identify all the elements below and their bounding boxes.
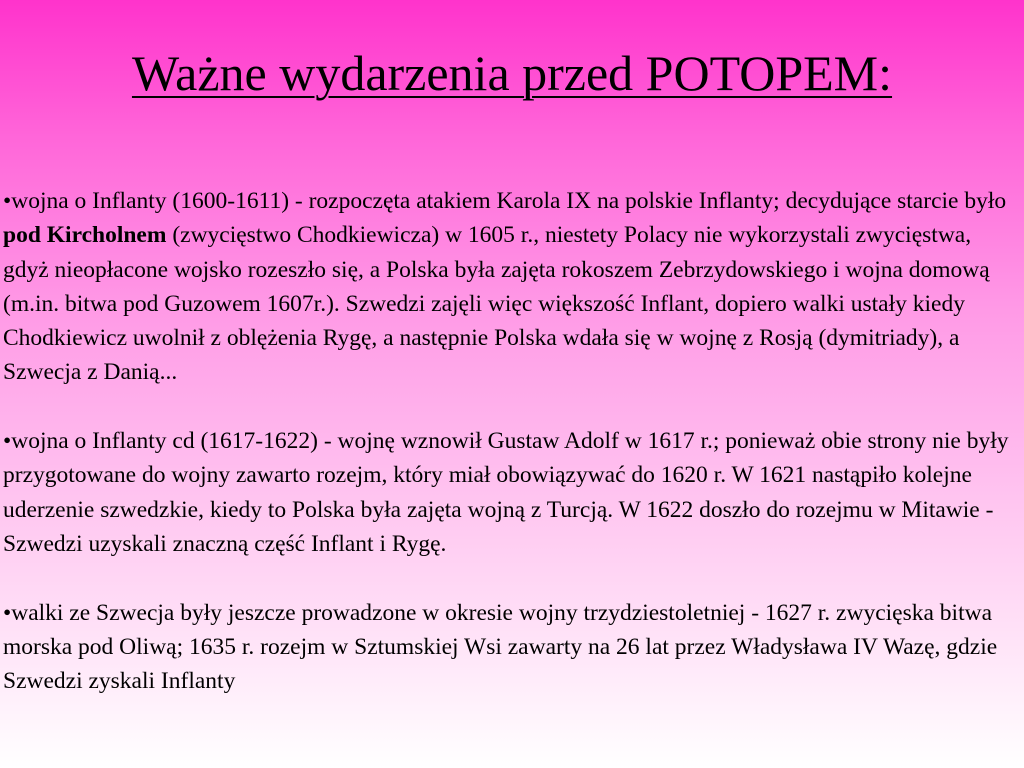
paragraph-inflanty-1600 [3, 184, 1019, 390]
slide-title [0, 38, 1024, 108]
paragraph-walki-szwecja [3, 596, 1019, 699]
paragraph-2-text: •wojna o Inflanty cd (1617-1622) - wojnę wznowił Gustaw Adolf w 1617 r.; ponieważ obie strony nie były przygotowane do wojny zawarto rozejm, który miał obowiązywać do 1620 r. W 1621 nastąpiło kolejne uderzenie szwedzkie, kiedy to Polska była zajęta wojną z Turcją. W 1622 doszło do rozejmu w Mitawie - Szwedzi uzyskali znaczną część Inflant i Rygę. [3, 428, 1009, 557]
slide-title-text: Ważne wydarzenia przed POTOPEM: [131, 45, 893, 101]
paragraph-inflanty-1617 [3, 424, 1019, 561]
paragraph-1-text-start: •wojna o Inflanty (1600-1611) - rozpoczęta atakiem Karola IX na polskie Inflanty; decydujące starcie było [3, 188, 1007, 214]
slide-body [3, 184, 1019, 698]
paragraph-3-text: •walki ze Szwecja były jeszcze prowadzone w okresie wojny trzydziestoletniej - 1627 r. zwycięska bitwa morska pod Oliwą; 1635 r. rozejm w Sztumskiej Wsi zawarty na 26 lat przez Władysława IV Wazę, gdzie Szwedzi zyskali Inflanty [3, 599, 998, 695]
paragraph-1-text-end: (zwycięstwo Chodkiewicza) w 1605 r., niestety Polacy nie wykorzystali zwycięstwa, gdyż nieopłacone wojsko rozeszło się, a Polska była zajęta rokoszem Zebrzydowskiego i wojna domową (m.in. bitwa pod Guzowem 1607r.). Szwedzi zajęli więc większość Inflant, dopiero walki ustały kiedy Chodkiewicz uwolnił z oblężenia Rygę, a następnie Polska wdała się w wojnę z Rosją (dymitriady), a Szwecja z Danią... [3, 222, 990, 386]
paragraph-1-bold-kircholm: pod Kircholnem [3, 222, 167, 249]
